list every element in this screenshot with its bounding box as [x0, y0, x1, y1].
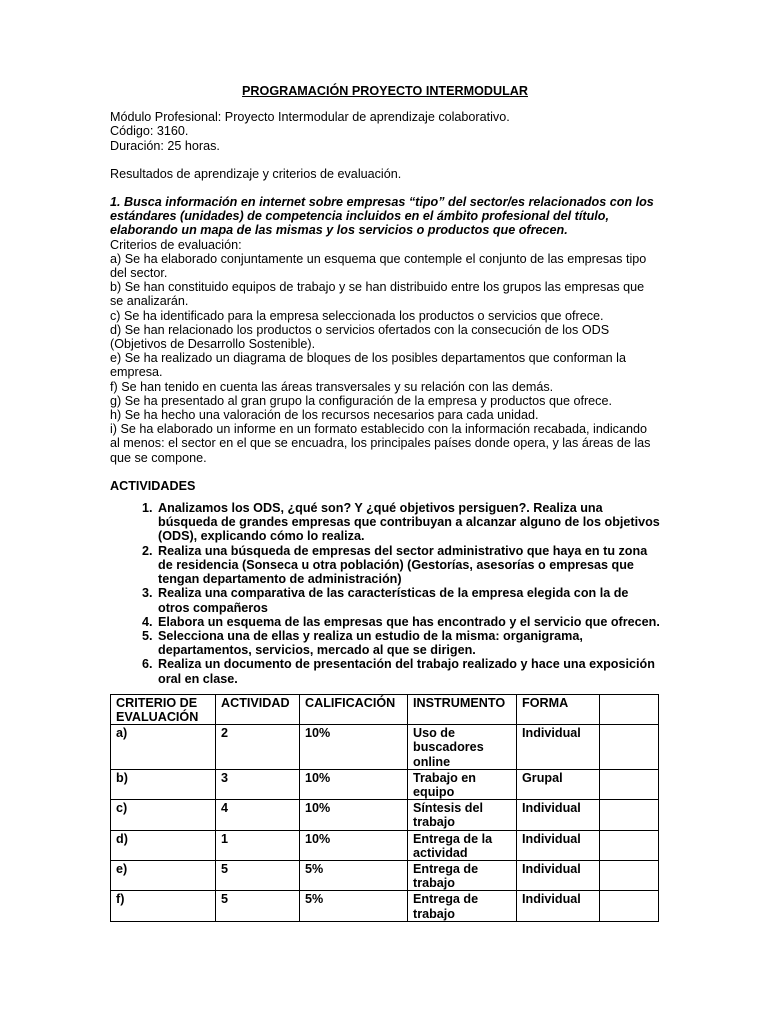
cell [600, 891, 659, 921]
results-intro: Resultados de aprendizaje y criterios de evaluación. [110, 166, 402, 181]
module-line: Módulo Profesional: Proyecto Intermodular de aprendizaje colaborativo. [110, 110, 510, 125]
cell: Entrega de la actividad [408, 830, 517, 860]
learning-result-1: 1. Busca información en internet sobre empresas “tipo” del sector/es relacionados con los estándares (unidades) de competencia incluidos en el ámbito profesional del título, elaborando un mapa de las mismas y los servicios o productos que ofrecen. [110, 195, 654, 238]
cell [600, 860, 659, 890]
activities-heading: ACTIVIDADES [110, 478, 196, 493]
header-instrument: INSTRUMENTO [408, 694, 517, 724]
cell: d) [111, 830, 216, 860]
cell: 4 [216, 800, 300, 830]
cell: Individual [517, 800, 600, 830]
cell: a) [111, 725, 216, 770]
activity-item: 4. Elabora un esquema de las empresas que has encontrado y el servicio que ofrecen. [156, 615, 660, 629]
activity-item: 1. Analizamos los ODS, ¿qué son? Y ¿qué objetivos persiguen?. Realiza una búsqueda de grandes empresas que contribuyan a alcanzar alguno de los objetivos (ODS), explicando cómo lo realiza. [156, 501, 660, 544]
activity-item: 5. Selecciona una de ellas y realiza un estudio de la misma: organigrama, departamentos, servicios, mercado al que se dirigen. [156, 629, 660, 657]
header-form: FORMA [517, 694, 600, 724]
criterion-c: c) Se ha identificado para la empresa seleccionada los productos o servicios que ofrece. [110, 308, 604, 323]
cell: Individual [517, 830, 600, 860]
criterion-d: d) Se han relacionado los productos o servicios ofertados con la consecución de los ODS (Objetivos de Desarrollo Sostenible). [110, 322, 610, 352]
activities-list [110, 501, 660, 686]
duration-line: Duración: 25 horas. [110, 138, 220, 153]
activity-item: 2. Realiza una búsqueda de empresas del sector administrativo que haya en tu zona de residencia (Sonseca u otra población) (Gestorías, asesorías o empresas que tengan departamento de administración) [156, 544, 660, 587]
cell: Trabajo en equipo [408, 769, 517, 799]
evaluation-table [110, 694, 659, 922]
cell: 5% [300, 891, 408, 921]
table-row [111, 769, 659, 799]
cell: 10% [300, 830, 408, 860]
criterion-b: b) Se han constituido equipos de trabajo y se han distribuido entre los grupos las empresas que se analizarán. [110, 280, 645, 309]
cell: Individual [517, 891, 600, 921]
cell: Entrega de trabajo [408, 891, 517, 921]
cell: Grupal [517, 769, 600, 799]
header-criterion: CRITERIO DE EVALUACIÓN [111, 694, 216, 724]
table-row [111, 800, 659, 830]
cell: 3 [216, 769, 300, 799]
document-page [110, 84, 660, 922]
criterion-h: h) Se ha hecho una valoración de los recursos necesarios para cada unidad. [110, 408, 539, 423]
activity-item: 3. Realiza una comparativa de las características de la empresa elegida con la de otros compañeros [156, 586, 660, 614]
table-header-row [111, 694, 659, 724]
header-grade: CALIFICACIÓN [300, 694, 408, 724]
cell [600, 830, 659, 860]
criteria-label: Criterios de evaluación: [110, 237, 242, 252]
header-empty [600, 694, 659, 724]
criterion-f: f) Se han tenido en cuenta las áreas transversales y su relación con las demás. [110, 379, 554, 394]
cell: 10% [300, 800, 408, 830]
cell: 5 [216, 860, 300, 890]
criterion-i: i) Se ha elaborado un informe en un formato establecido con la información recabada, indicando al menos: el sector en el que se encuadra, los principales países donde opera, y las áreas de las que se compone. [110, 422, 651, 465]
cell: 10% [300, 769, 408, 799]
cell [600, 800, 659, 830]
code-line: Código: 3160. [110, 124, 189, 139]
criterion-e: e) Se ha realizado un diagrama de bloques de los posibles departamentos que conforman la empresa. [110, 351, 626, 380]
cell: 2 [216, 725, 300, 770]
cell [600, 769, 659, 799]
criterion-a: a) Se ha elaborado conjuntamente un esquema que contemple el conjunto de las empresas tipo del sector. [110, 251, 647, 281]
cell: c) [111, 800, 216, 830]
cell: Síntesis del trabajo [408, 800, 517, 830]
criterion-g: g) Se ha presentado al gran grupo la configuración de la empresa y productos que ofrece. [110, 393, 612, 408]
cell: 1 [216, 830, 300, 860]
cell: Individual [517, 725, 600, 770]
cell: 5 [216, 891, 300, 921]
cell: 10% [300, 725, 408, 770]
cell: 5% [300, 860, 408, 890]
cell: f) [111, 891, 216, 921]
table-row [111, 725, 659, 770]
cell: e) [111, 860, 216, 890]
cell: Entrega de trabajo [408, 860, 517, 890]
table-row [111, 830, 659, 860]
cell: Individual [517, 860, 600, 890]
activity-item: 6. Realiza un documento de presentación del trabajo realizado y hace una exposición oral en clase. [156, 657, 660, 685]
cell [600, 725, 659, 770]
cell: b) [111, 769, 216, 799]
document-title: PROGRAMACIÓN PROYECTO INTERMODULAR [242, 84, 528, 98]
table-row [111, 891, 659, 921]
header-activity: ACTIVIDAD [216, 694, 300, 724]
table-row [111, 860, 659, 890]
cell: Uso de buscadores online [408, 725, 517, 770]
